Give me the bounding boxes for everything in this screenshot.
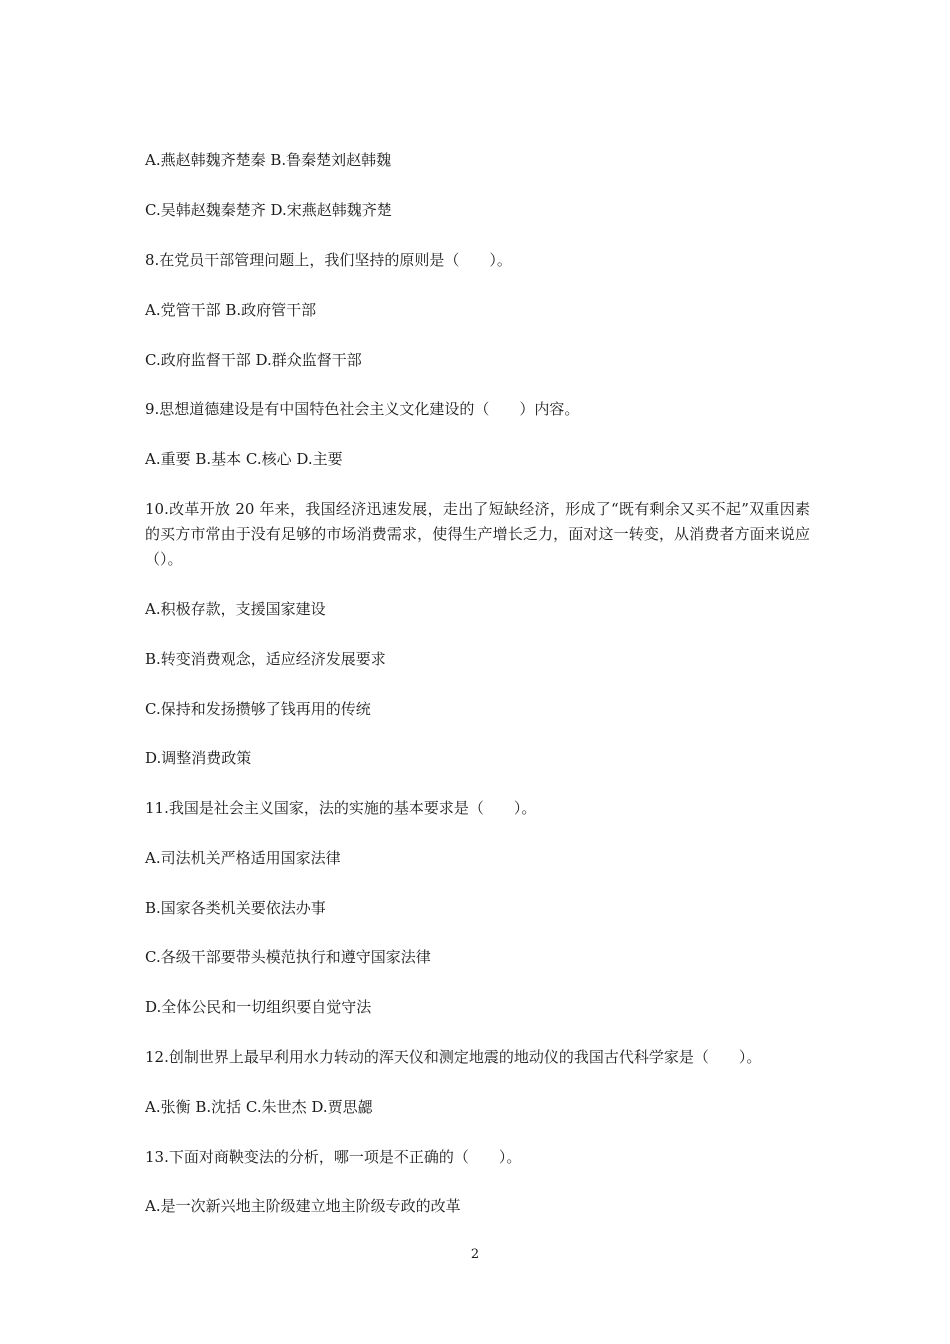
q13-question: 13.下面对商鞅变法的分析，哪一项是不正确的（ ）。 [145,1148,522,1166]
q10-option-a: A.积极存款，支援国家建设 [145,600,326,618]
q11-option-c: C.各级干部要带头模范执行和遵守国家法律 [145,948,431,966]
q12-question: 12.创制世界上最早利用水力转动的浑天仪和测定地震的地动仪的我国古代科学家是（ ）。 [145,1048,762,1066]
q11-option-b: B.国家各类机关要依法办事 [145,899,326,917]
q8-options-ab: A.党管干部 B.政府管干部 [145,301,317,319]
q7-options-ab: A.燕赵韩魏齐楚秦 B.鲁秦楚刘赵韩魏 [145,151,392,169]
q11-option-a: A.司法机关严格适用国家法律 [145,849,341,867]
q10-option-c: C.保持和发扬攒够了钱再用的传统 [145,700,371,718]
q11-question: 11.我国是社会主义国家，法的实施的基本要求是（ ）。 [145,799,537,817]
q12-options: A.张衡 B.沈括 C.朱世杰 D.贾思勰 [145,1098,373,1116]
q10-option-d: D.调整消费政策 [145,749,252,767]
q10-question: 10.改革开放 20 年来，我国经济迅速发展，走出了短缺经济，形成了“既有剩余又买不起”双重因素的买方市常由于没有足够的市场消费需求，使得生产增长乏力，面对这一转变，从消费者方面来说应（）。 [145,500,810,568]
q13-option-a: A.是一次新兴地主阶级建立地主阶级专政的改革 [145,1197,461,1215]
q9-question: 9.思想道德建设是有中国特色社会主义文化建设的（ ）内容。 [145,400,580,418]
q7-options-cd: C.吴韩赵魏秦楚齐 D.宋燕赵韩魏齐楚 [145,201,392,219]
q8-question: 8.在党员干部管理问题上，我们坚持的原则是（ ）。 [145,251,512,269]
q11-option-d: D.全体公民和一切组织要自觉守法 [145,998,372,1016]
page-number: 2 [470,1247,480,1262]
q9-options: A.重要 B.基本 C.核心 D.主要 [145,450,343,468]
q8-options-cd: C.政府监督干部 D.群众监督干部 [145,351,362,369]
q10-option-b: B.转变消费观念，适应经济发展要求 [145,650,386,668]
